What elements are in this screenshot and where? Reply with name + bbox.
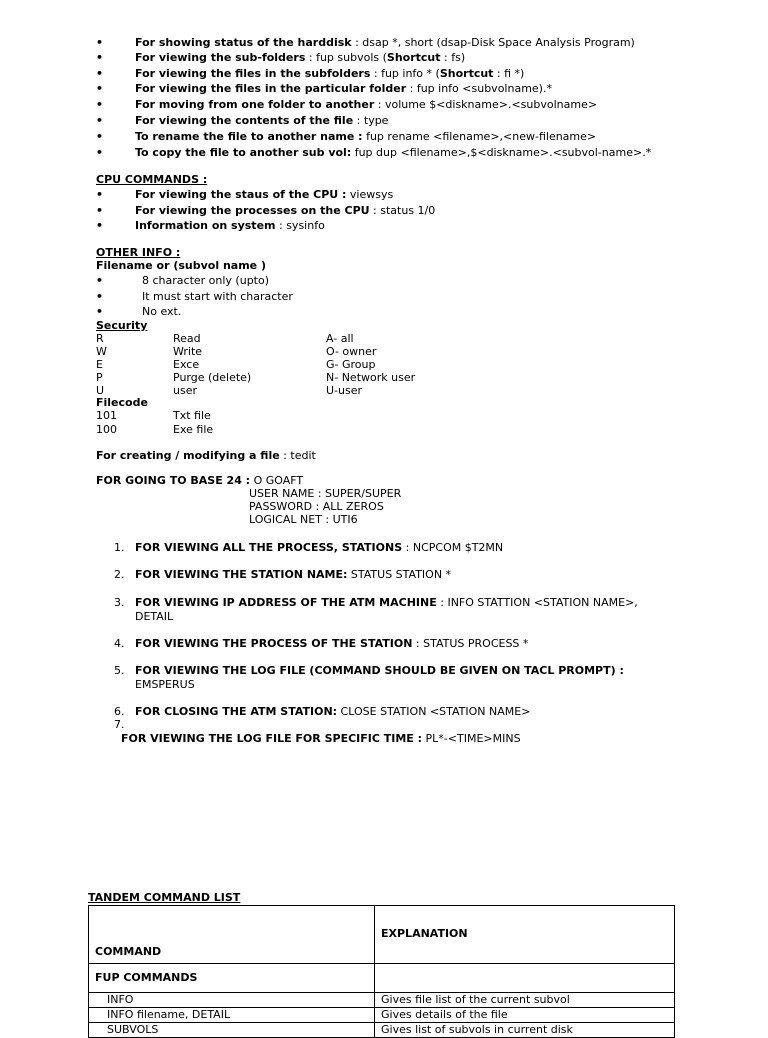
item-text: : fs) [440, 51, 466, 64]
list-item: FOR VIEWING THE STATION NAME: STATUS STATION * [135, 568, 452, 581]
security-code: W [96, 345, 107, 358]
column-header-explanation: EXPLANATION [381, 927, 468, 941]
item-number: 5. [114, 664, 125, 677]
security-meaning: Write [173, 345, 203, 358]
security-meaning: Purge (delete) [173, 371, 252, 384]
item-label: For viewing the files in the subfolders [135, 67, 371, 80]
command-cell: INFO [89, 993, 375, 1008]
bullet-icon: • [96, 130, 104, 143]
item-text: : fi *) [493, 67, 525, 80]
item-number: 6. [114, 705, 125, 718]
bullet-icon: • [96, 114, 104, 127]
filecode-type: Txt file [173, 409, 211, 422]
list-item: FOR VIEWING THE PROCESS OF THE STATION : STATUS PROCESS * [135, 637, 529, 650]
list-item: Information on system : sysinfo [135, 219, 325, 232]
item-label: To copy the file to another sub vol: [135, 146, 352, 159]
item-number: 7. [114, 718, 125, 731]
table-row [89, 1023, 675, 1038]
item-number: 2. [114, 568, 125, 581]
security-code: P [96, 371, 103, 384]
security-scope: N- Network user [326, 371, 416, 384]
tandem-title: TANDEM COMMAND LIST [88, 891, 241, 904]
list-item-continuation: EMSPERUS [135, 678, 195, 691]
filename-subheading: Filename or (subvol name ) [96, 259, 266, 272]
table-header-row [89, 906, 675, 964]
item-shortcut: Shortcut [439, 67, 494, 80]
list-item: No ext. [142, 305, 182, 318]
item-label: For showing status of the harddisk [135, 36, 352, 49]
bullet-icon: • [96, 82, 104, 95]
command-cell: INFO filename, DETAIL [89, 1008, 375, 1023]
item-text: : type [356, 114, 389, 127]
list-item: 8 character only (upto) [142, 274, 270, 287]
bullet-icon: • [96, 274, 104, 287]
filecode-code: 101 [96, 409, 117, 422]
bullet-icon: • [96, 146, 104, 159]
item-text: : fup info <subvolname).* [409, 82, 552, 95]
list-item: FOR CLOSING THE ATM STATION: CLOSE STATION <STATION NAME> [135, 705, 531, 718]
filecode-type: Exe file [173, 423, 214, 436]
base24-username: USER NAME : SUPER/SUPER [249, 487, 402, 500]
bullet-icon: • [96, 98, 104, 111]
item-label: To rename the file to another name : [135, 130, 363, 143]
item-label: For moving from one folder to another [135, 98, 375, 111]
column-header-command: COMMAND [95, 944, 162, 958]
command-cell: SUBVOLS [89, 1023, 375, 1038]
security-scope: G- Group [326, 358, 376, 371]
explanation-cell: Gives details of the file [375, 1008, 675, 1023]
list-item: It must start with character [142, 290, 293, 303]
list-item: FOR VIEWING ALL THE PROCESS, STATIONS : NCPCOM $T2MN [135, 541, 504, 554]
list-item: FOR VIEWING IP ADDRESS OF THE ATM MACHINE : INFO STATTION <STATION NAME>, [135, 596, 638, 609]
item-text: fup dup <filename>,$<diskname>.<subvol-name>.* [351, 146, 652, 159]
list-item: FOR VIEWING THE LOG FILE (COMMAND SHOULD BE GIVEN ON TACL PROMPT) : [135, 664, 624, 677]
security-scope: A- all [326, 332, 354, 345]
security-meaning: Read [173, 332, 201, 345]
item-text: fup rename <filename>,<new-filename> [362, 130, 597, 143]
item-label: For viewing the contents of the file [135, 114, 354, 127]
item-label: For viewing the sub-folders [135, 51, 306, 64]
bullet-icon: • [96, 67, 104, 80]
table-row [89, 1008, 675, 1023]
item-number: 4. [114, 637, 125, 650]
bullet-icon: • [96, 219, 104, 232]
log-time-line: FOR VIEWING THE LOG FILE FOR SPECIFIC TIME : PL*-<TIME>MINS [121, 732, 521, 745]
bullet-icon: • [96, 51, 104, 64]
item-label: For viewing the files in the particular folder [135, 82, 407, 95]
security-scope: U-user [326, 384, 363, 397]
item-text: : fup info * ( [373, 67, 440, 80]
bullet-icon: • [96, 204, 104, 217]
security-meaning: Exce [173, 358, 200, 371]
security-code: R [96, 332, 104, 345]
security-heading: Security [96, 319, 148, 332]
bullet-icon: • [96, 290, 104, 303]
filecode-code: 100 [96, 423, 117, 436]
other-info-heading: OTHER INFO : [96, 246, 181, 259]
security-meaning: user [173, 384, 197, 397]
security-scope: O- owner [326, 345, 377, 358]
bullet-icon: • [96, 188, 104, 201]
cpu-heading: CPU COMMANDS : [96, 173, 208, 186]
item-text: : fup subvols ( [308, 51, 387, 64]
base24-line: FOR GOING TO BASE 24 : O GOAFT [96, 474, 304, 487]
list-item-continuation: DETAIL [135, 610, 174, 623]
bullet-icon: • [96, 36, 104, 49]
item-number: 3. [114, 596, 125, 609]
table-section-row [89, 964, 675, 993]
item-shortcut: Shortcut [386, 51, 441, 64]
section-label: FUP COMMANDS [95, 970, 198, 984]
item-text: : volume $<diskname>.<subvolname> [377, 98, 598, 111]
explanation-cell: Gives list of subvols in current disk [375, 1023, 675, 1038]
security-code: E [96, 358, 103, 371]
list-item: For viewing the processes on the CPU : status 1/0 [135, 204, 436, 217]
bullet-icon: • [96, 305, 104, 318]
base24-logical-net: LOGICAL NET : UTI6 [249, 513, 358, 526]
explanation-cell: Gives file list of the current subvol [375, 993, 675, 1008]
filecode-heading: Filecode [96, 396, 148, 409]
table-row [89, 993, 675, 1008]
command-table [88, 905, 675, 1038]
base24-password: PASSWORD : ALL ZEROS [249, 500, 384, 513]
item-number: 1. [114, 541, 125, 554]
tedit-line: For creating / modifying a file : tedit [96, 449, 316, 462]
security-code: U [96, 384, 105, 397]
list-item: For viewing the staus of the CPU : viewsys [135, 188, 394, 201]
item-text: : dsap *, short (dsap-Disk Space Analysis Program) [355, 36, 635, 49]
